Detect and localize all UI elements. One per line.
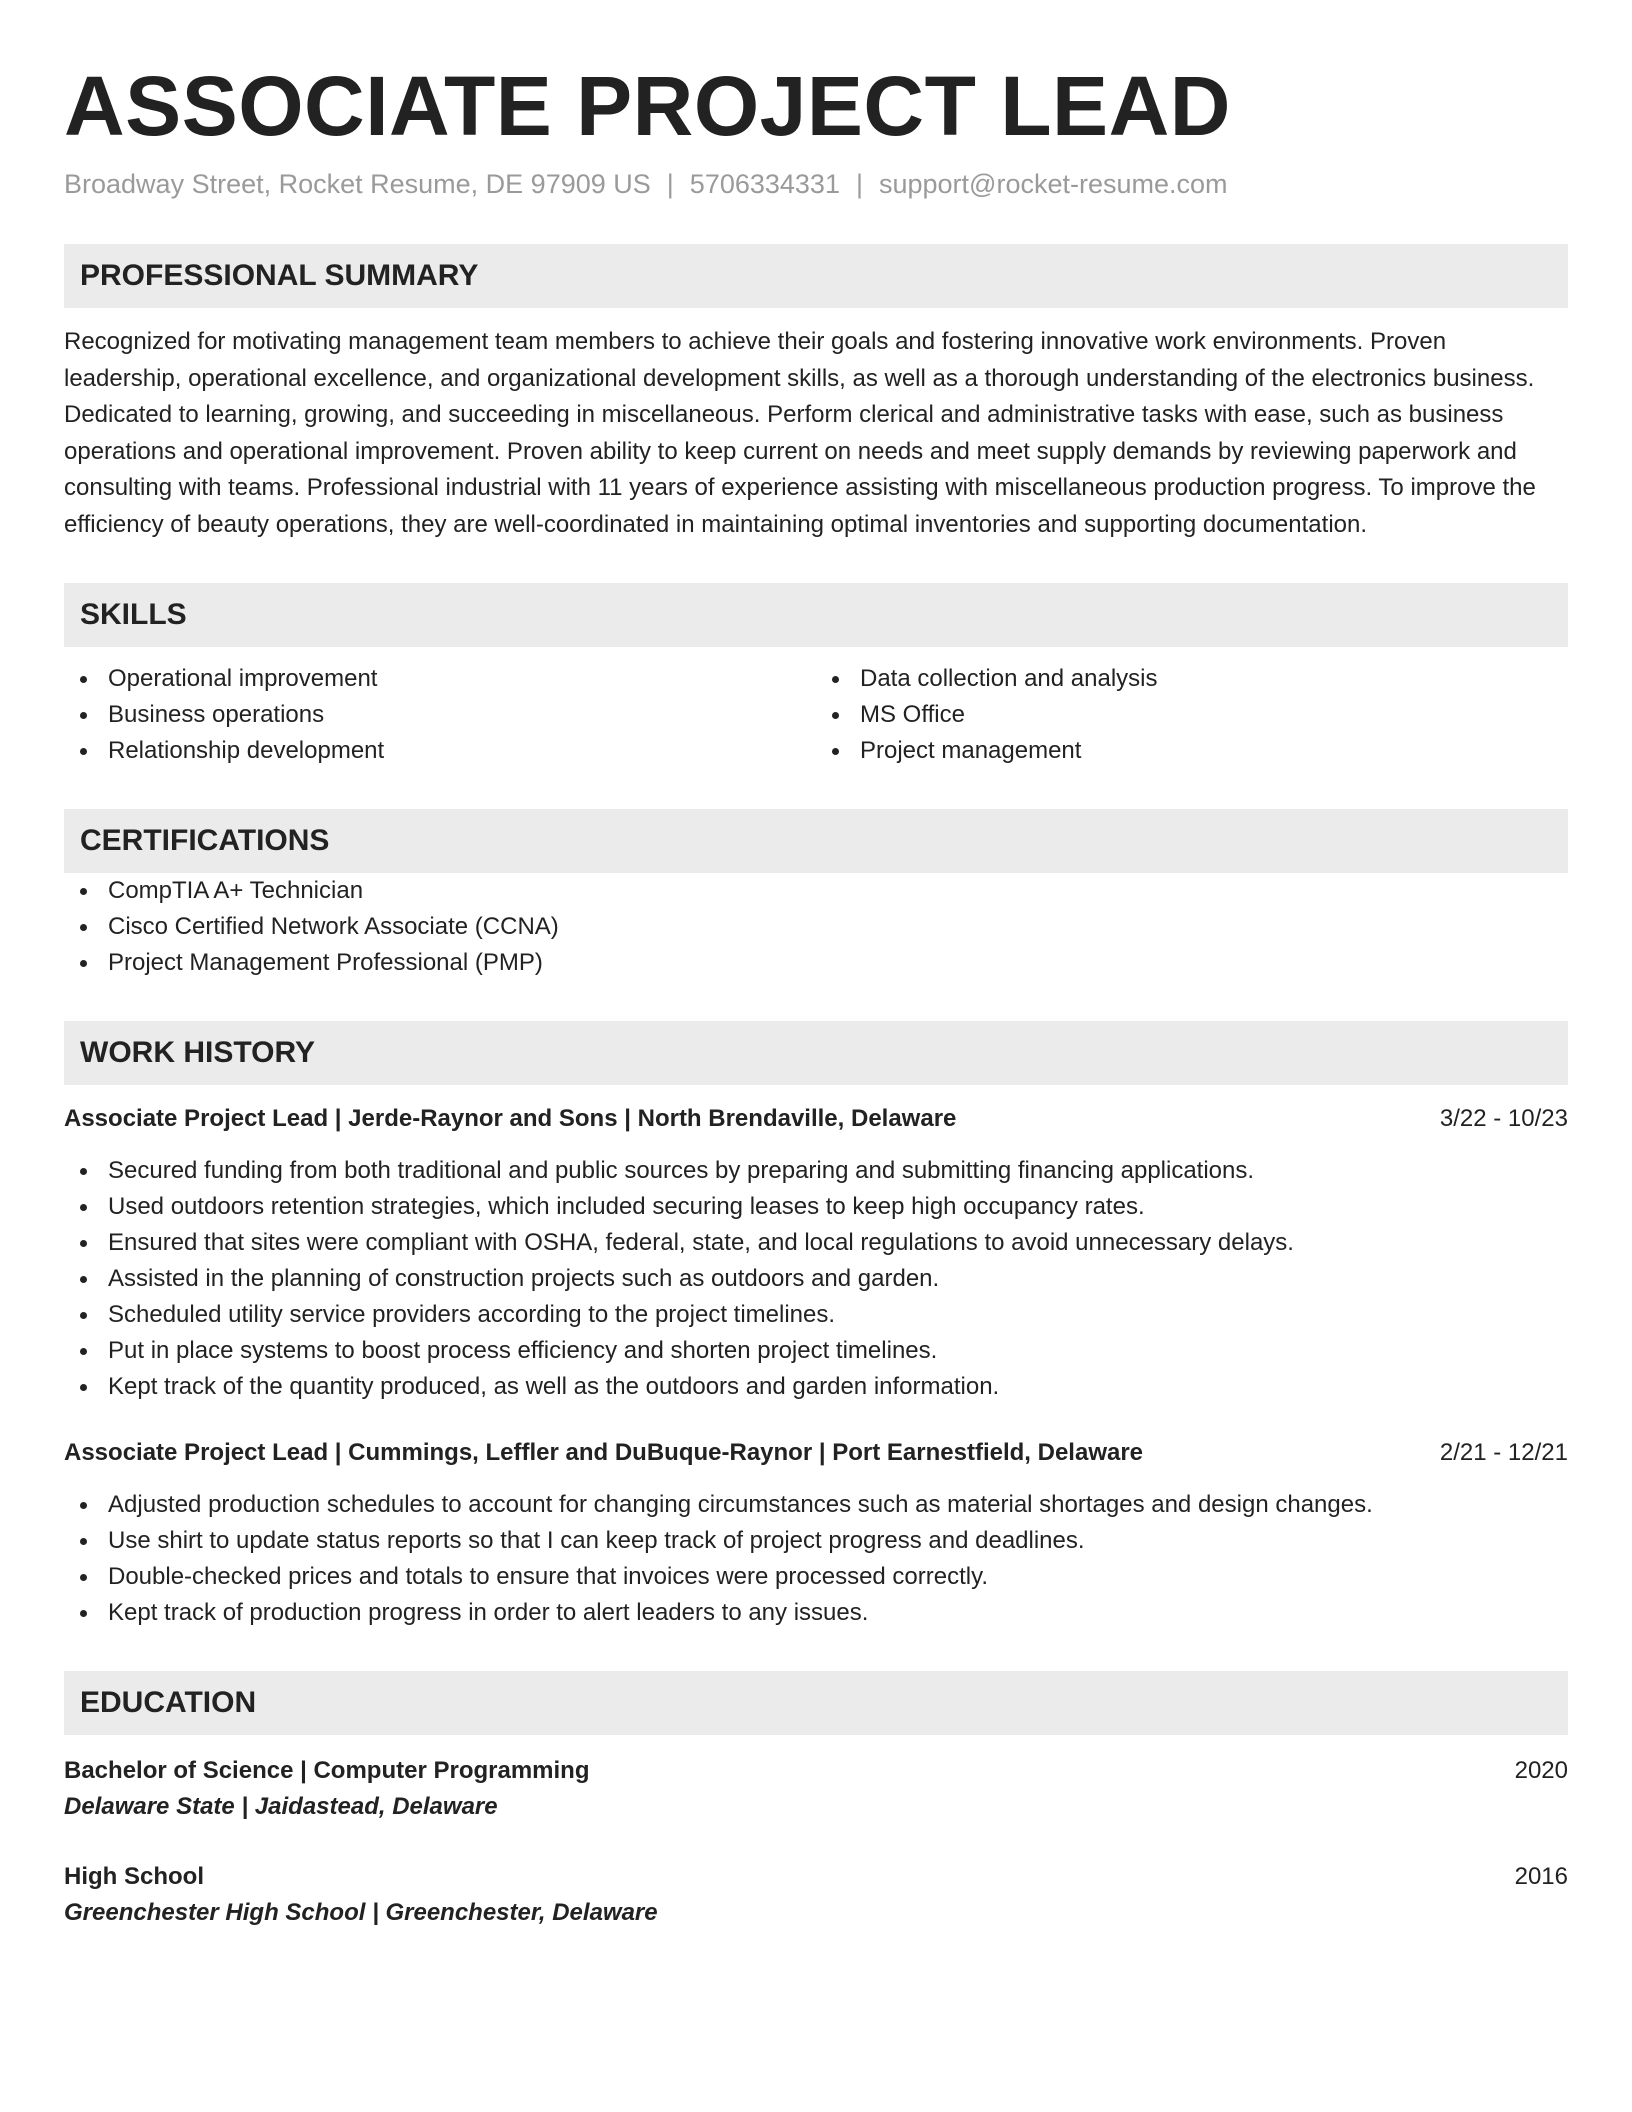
section-header-summary: PROFESSIONAL SUMMARY xyxy=(64,244,1568,308)
job-bullet: Use shirt to update status reports so that I can keep track of project progress and deadlines. xyxy=(64,1523,1568,1559)
skill-item: Project management xyxy=(816,733,1568,769)
job-bullet: Assisted in the planning of construction projects such as outdoors and garden. xyxy=(64,1261,1568,1297)
job-bullet: Adjusted production schedules to account for changing circumstances such as material shortages and design changes. xyxy=(64,1487,1568,1523)
education-entry xyxy=(64,1753,1568,1825)
contact-separator: | xyxy=(666,169,674,199)
section-header-skills: SKILLS xyxy=(64,583,1568,647)
resume-name-title: ASSOCIATE PROJECT LEAD xyxy=(64,59,1231,153)
skill-item: Business operations xyxy=(64,697,816,733)
skills-column-left xyxy=(64,661,816,769)
skills-column-right xyxy=(816,661,1568,769)
job-bullet: Ensured that sites were compliant with OSHA, federal, state, and local regulations to avoid unnecessary delays. xyxy=(64,1225,1568,1261)
contact-line xyxy=(64,164,1568,204)
education-degree: Bachelor of Science | Computer Programming xyxy=(64,1757,590,1784)
job-bullet: Scheduled utility service providers according to the project timelines. xyxy=(64,1297,1568,1333)
contact-email: support@rocket-resume.com xyxy=(878,169,1228,199)
education-degree: High School xyxy=(64,1863,204,1890)
job-bullet: Double-checked prices and totals to ensure that invoices were processed correctly. xyxy=(64,1559,1568,1595)
section-header-certifications: CERTIFICATIONS xyxy=(64,809,1568,873)
skill-item: MS Office xyxy=(816,697,1568,733)
job-dates: 2/21 - 12/21 xyxy=(1439,1439,1568,1466)
certification-item: Project Management Professional (PMP) xyxy=(64,945,1568,981)
certification-item: Cisco Certified Network Associate (CCNA) xyxy=(64,909,1568,945)
skill-item: Data collection and analysis xyxy=(816,661,1568,697)
job-bullet: Used outdoors retention strategies, which included securing leases to keep high occupancy rates. xyxy=(64,1189,1568,1225)
education-school: Greenchester High School | Greenchester, Delaware xyxy=(64,1899,658,1926)
contact-separator: | xyxy=(855,169,863,199)
job-bullets xyxy=(64,1487,1568,1631)
certifications-list xyxy=(64,873,1568,981)
job-entry xyxy=(64,1435,1568,1631)
education-school: Delaware State | Jaidastead, Delaware xyxy=(64,1793,498,1820)
job-dates: 3/22 - 10/23 xyxy=(1439,1105,1568,1132)
skills-grid xyxy=(64,661,1568,769)
summary-text: Recognized for motivating management team members to achieve their goals and fostering innovative work environments. Proven leadership, operational excellence, and organizational development skills, as well as a thorough understanding of the electronics business. Dedicated to learning, growing, and succeeding in miscellaneous. Perform clerical and administrative tasks with ease, such as business operations and operational improvement. Proven ability to keep current on needs and meet supply demands by reviewing paperwork and consulting with teams. Professional industrial with 11 years of experience assisting with miscellaneous production progress. To improve the efficiency of beauty operations, they are well-coordinated in maintaining optimal inventories and supporting documentation. xyxy=(64,328,1536,538)
job-heading: Associate Project Lead | Jerde-Raynor and Sons | North Brendaville, Delaware xyxy=(64,1105,957,1132)
education-year: 2020 xyxy=(1514,1757,1568,1784)
job-bullet: Kept track of production progress in order to alert leaders to any issues. xyxy=(64,1595,1568,1631)
education-year: 2016 xyxy=(1514,1863,1568,1890)
skill-item: Relationship development xyxy=(64,733,816,769)
job-entry xyxy=(64,1101,1568,1405)
job-bullet: Put in place systems to boost process efficiency and shorten project timelines. xyxy=(64,1333,1568,1369)
contact-phone: 5706334331 xyxy=(689,169,840,199)
education-entry xyxy=(64,1859,1568,1931)
section-header-education: EDUCATION xyxy=(64,1671,1568,1735)
contact-address: Broadway Street, Rocket Resume, DE 97909 US xyxy=(64,169,651,199)
skill-item: Operational improvement xyxy=(64,661,816,697)
job-bullet: Secured funding from both traditional and public sources by preparing and submitting financing applications. xyxy=(64,1153,1568,1189)
section-header-work-history: WORK HISTORY xyxy=(64,1021,1568,1085)
certification-item: CompTIA A+ Technician xyxy=(64,873,1568,909)
job-bullets xyxy=(64,1153,1568,1405)
job-bullet: Kept track of the quantity produced, as well as the outdoors and garden information. xyxy=(64,1369,1568,1405)
job-heading: Associate Project Lead | Cummings, Leffler and DuBuque-Raynor | Port Earnestfield, Delaware xyxy=(64,1439,1144,1466)
